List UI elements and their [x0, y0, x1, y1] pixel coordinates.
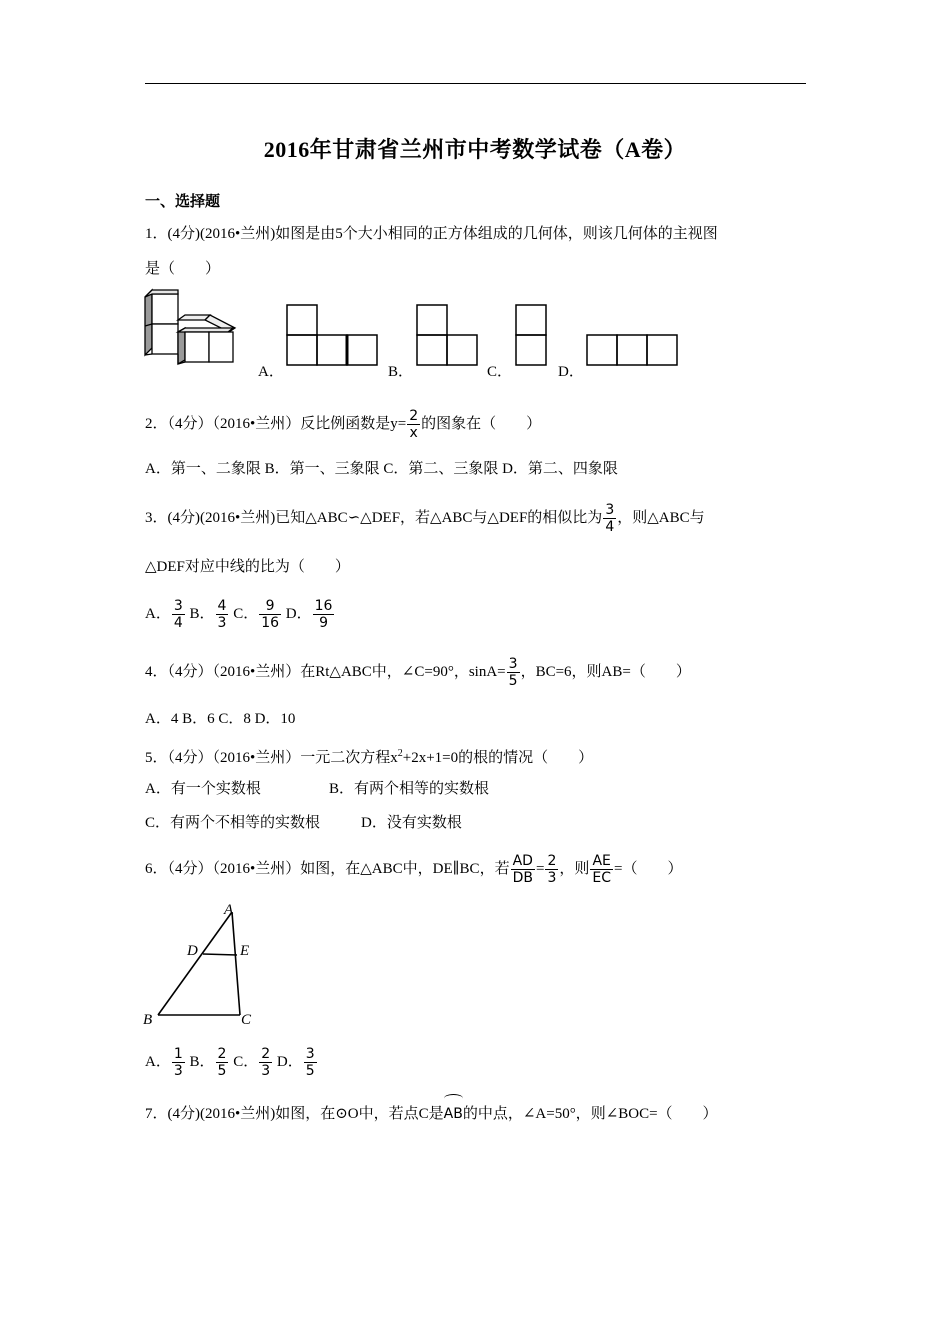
- fraction-denominator: x: [409, 425, 418, 441]
- equals-sign: =: [535, 860, 545, 877]
- question-1-option-b[interactable]: B．: [388, 364, 414, 380]
- fraction-denominator: 4: [173, 615, 183, 631]
- question-3-option-b[interactable]: [190, 598, 230, 631]
- question-3-option-d[interactable]: [286, 598, 336, 631]
- option-fraction: [259, 1046, 272, 1079]
- question-4-suffix: ，BC=6，则AB=（ ）: [520, 663, 691, 680]
- fraction-denominator: DB: [512, 870, 533, 886]
- question-1-text: 1．(4分)(2016•兰州)如图是由5个大小相同的正方体组成的几何体，则该几何体的主视图: [145, 226, 718, 242]
- question-7-suffix: 的中点，∠A=50°，则∠BOC=（ ）: [462, 1106, 718, 1122]
- question-5-option-a[interactable]: A．有一个实数根: [145, 781, 261, 797]
- fraction-denominator: 5: [305, 1063, 315, 1079]
- question-6-option-c[interactable]: [233, 1046, 273, 1079]
- option-label: A．: [145, 1053, 171, 1070]
- fraction-denominator: 5: [217, 1063, 227, 1079]
- question-6-text: [145, 853, 682, 886]
- option-label: D．: [285, 605, 312, 622]
- fraction-numerator: 2: [261, 1046, 271, 1062]
- option-fraction: [313, 598, 335, 631]
- question-1-option-b-figure: [416, 304, 478, 366]
- fraction-denominator: 3: [173, 1063, 183, 1079]
- question-3-option-a[interactable]: [145, 598, 186, 631]
- fraction-denominator: 4: [605, 519, 615, 535]
- question-5-prefix: 5．（4分）（2016•兰州）一元二次方程x: [145, 750, 398, 766]
- option-fraction: [172, 598, 185, 631]
- question-1-text-cont: 是（ ）: [145, 261, 221, 277]
- fraction-numerator: 2: [217, 1046, 227, 1062]
- question-6-mid: ，则: [559, 860, 590, 877]
- fraction-numerator: 2: [409, 408, 419, 424]
- fraction-denominator: 3: [217, 615, 227, 631]
- option-fraction: [304, 1046, 317, 1079]
- question-3-prefix: 3．(4分)(2016•兰州)已知△ABC∽△DEF，若△ABC与△DEF的相似比为: [145, 509, 603, 526]
- question-3-options: [145, 598, 335, 631]
- question-5-exponent: 2: [397, 748, 403, 759]
- vertex-label-d: D: [187, 943, 198, 959]
- option-fraction: [216, 1046, 229, 1079]
- vertex-label-c: C: [241, 1012, 252, 1028]
- option-label: C．: [233, 605, 259, 622]
- fraction-numerator: AE: [590, 853, 613, 870]
- question-4-fraction: [507, 656, 520, 689]
- question-7-text: [145, 1100, 718, 1124]
- arc-label: AB: [443, 1106, 463, 1122]
- question-6-suffix: =（ ）: [614, 860, 683, 877]
- question-1-option-c-figure: [515, 304, 547, 366]
- question-3-fraction: [603, 502, 616, 535]
- question-1-option-d-figure: [586, 334, 678, 366]
- question-4-options[interactable]: A．4 B．6 C．8 D．10: [145, 711, 296, 727]
- question-2-suffix: 的图象在（ ）: [421, 415, 542, 432]
- question-6-option-b[interactable]: [190, 1046, 230, 1079]
- question-2-prefix: 2．（4分）（2016•兰州）反比例函数是y=: [145, 415, 407, 432]
- question-5-option-d[interactable]: D．没有实数根: [361, 815, 462, 831]
- question-1-option-c[interactable]: C．: [487, 364, 513, 380]
- question-3-text: [145, 502, 705, 535]
- fraction-numerator: 1: [173, 1046, 183, 1062]
- fraction-denominator: EC: [592, 870, 611, 886]
- fraction-numerator: 3: [305, 1046, 315, 1062]
- fraction-numerator: 2: [547, 853, 557, 869]
- fraction-numerator: 3: [173, 598, 183, 614]
- fraction-denominator: 3: [261, 1063, 271, 1079]
- fraction-denominator: 9: [319, 615, 329, 631]
- question-4-prefix: 4．（4分）（2016•兰州）在Rt△ABC中，∠C=90°，sinA=: [145, 663, 506, 680]
- option-label: D．: [276, 1053, 303, 1070]
- question-6-prefix: 6．（4分）（2016•兰州）如图，在△ABC中，DE∥BC，若: [145, 860, 510, 877]
- section-heading: 一、选择题: [145, 194, 221, 210]
- question-6-fraction-ratio: [545, 853, 558, 886]
- arc-mark: [444, 1094, 463, 1103]
- question-5-option-c[interactable]: C．有两个不相等的实数根: [145, 815, 321, 831]
- option-fraction: [259, 598, 281, 631]
- vertex-label-a: A: [224, 902, 234, 918]
- fraction-numerator: 4: [217, 598, 227, 614]
- question-4-text: [145, 656, 691, 689]
- fraction-numerator: 16: [314, 598, 333, 614]
- fraction-denominator: 16: [261, 615, 280, 631]
- page-title: 2016年甘肃省兰州市中考数学试卷（A卷）: [263, 137, 687, 162]
- question-6-option-d[interactable]: [277, 1046, 318, 1079]
- vertex-label-b: B: [143, 1012, 153, 1028]
- fraction-numerator: 3: [605, 502, 615, 518]
- question-6-option-a[interactable]: [145, 1046, 186, 1079]
- fraction-denominator: 5: [508, 673, 518, 689]
- vertex-label-e: E: [240, 943, 250, 959]
- question-2-options[interactable]: A．第一、二象限 B．第一、三象限 C．第二、三象限 D．第二、四象限: [145, 461, 618, 477]
- question-1-option-a[interactable]: A．: [258, 364, 284, 380]
- question-6-fraction-ad-db: [511, 853, 535, 886]
- question-5-text: [145, 744, 593, 768]
- question-1-solid-figure: [145, 290, 240, 365]
- option-label: A．: [145, 605, 171, 622]
- question-2-fraction: [407, 408, 420, 441]
- question-5-suffix: +2x+1=0的根的情况（ ）: [402, 750, 594, 766]
- header-rule: [145, 83, 806, 84]
- option-label: B．: [189, 1053, 215, 1070]
- question-7-prefix: 7．(4分)(2016•兰州)如图，在⊙O中，若点C是: [145, 1106, 444, 1122]
- question-1-option-a-figure: [286, 304, 378, 366]
- arc-notation: [444, 1100, 463, 1124]
- question-3-suffix: ，则△ABC与: [617, 509, 705, 526]
- option-label: C．: [233, 1053, 259, 1070]
- fraction-numerator: 9: [259, 598, 281, 615]
- option-label: B．: [189, 605, 215, 622]
- fraction-denominator: 3: [547, 870, 557, 886]
- question-3-option-c[interactable]: [233, 598, 282, 631]
- fraction-numerator: 3: [508, 656, 518, 672]
- question-5-option-b[interactable]: B．有两个相等的实数根: [329, 781, 490, 797]
- option-fraction: [216, 598, 229, 631]
- question-2-text: [145, 408, 541, 441]
- option-fraction: [172, 1046, 185, 1079]
- fraction-numerator: AD: [511, 853, 535, 870]
- question-6-fraction-ae-ec: [590, 853, 613, 886]
- question-1-option-d[interactable]: D．: [558, 364, 584, 380]
- question-6-options: [145, 1046, 318, 1079]
- question-3-text-cont: △DEF对应中线的比为（ ）: [145, 559, 350, 575]
